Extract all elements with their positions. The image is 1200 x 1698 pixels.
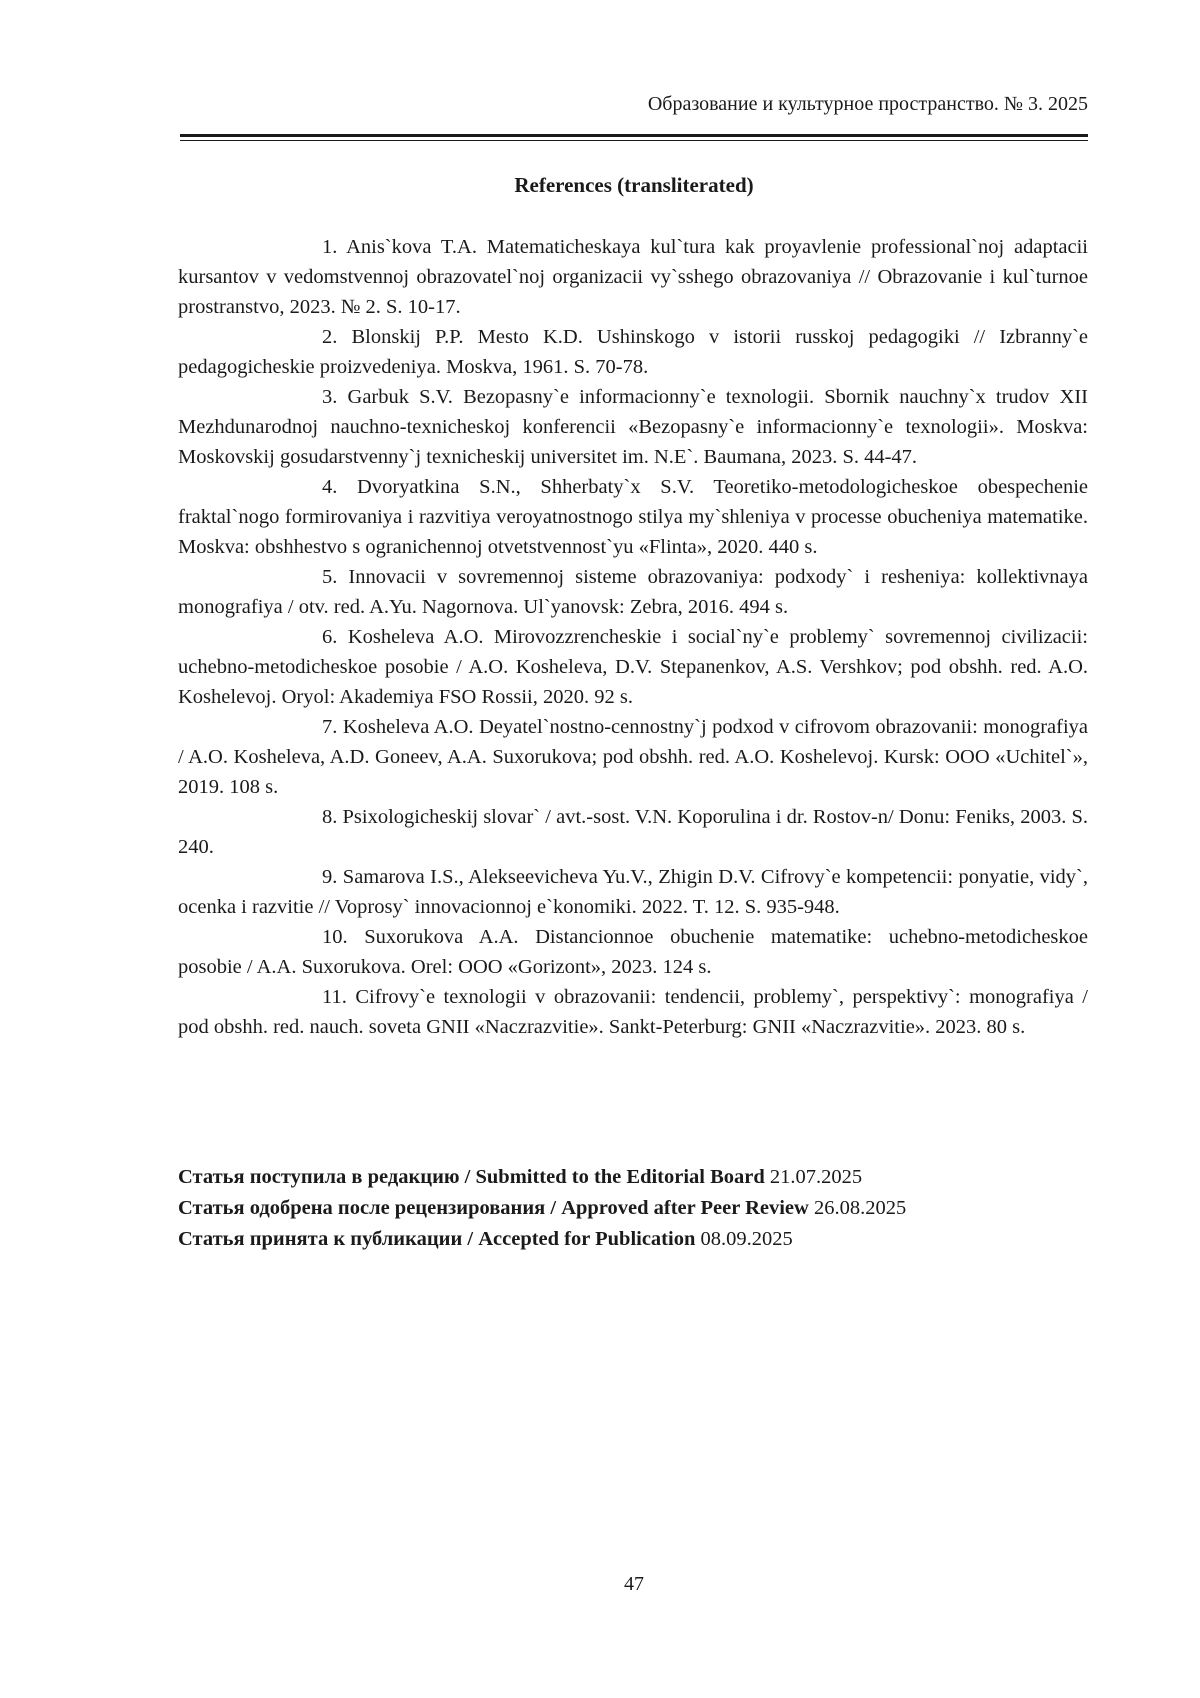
reference-number: 11. (322, 986, 347, 1008)
reference-item (178, 802, 1088, 862)
reference-item (178, 232, 1088, 322)
reference-text: Innovacii v sovremennoj sisteme obrazovaniya: podxody` i resheniya: kollektivnaya monografiya / otv. red. A.Yu. Nagornova. Ul`yanovsk: Zebra, 2016. 494 s. (178, 566, 1088, 618)
reference-text: Suxorukova A.A. Distancionnoe obuchenie matematike: uchebno-metodicheskoe posobie / A.A. Suxorukova. Orel: OOO «Gorizont», 2023. 124 s. (178, 926, 1089, 978)
reference-text: Kosheleva A.O. Mirovozzrencheskie i social`ny`e problemy` sovremennoj civilizacii: uchebno-metodicheskoe posobie / A.O. Kosheleva, D.V. Stepanenkov, A.S. Vershkov; pod obshh. red. A.O. Koshelevoj. Oryol: Akademiya FSO Rossii, 2020. 92 s. (178, 626, 1088, 708)
reference-number: 8. (322, 806, 338, 828)
reference-item (178, 862, 1088, 922)
submitted-date: 21.07.2025 (769, 1166, 863, 1188)
accepted-date: 08.09.2025 (700, 1228, 793, 1250)
approved-line (178, 1193, 1088, 1224)
journal-header: Образование и культурное пространство. № 3. 2025 (647, 93, 1088, 115)
reference-text: Cifrovy`e texnologii v obrazovanii: tendencii, problemy`, perspektivy`: monografiya / pod obshh. red. nauch. soveta GNII «Naczrazvitie». Sankt-Peterburg: GNII «Naczrazvitie». 2023. 80 s. (178, 986, 1088, 1038)
reference-item (178, 922, 1088, 982)
reference-number: 10. (322, 926, 348, 948)
accepted-line (178, 1224, 1088, 1255)
page-number: 47 (624, 1573, 644, 1595)
reference-text: Garbuk S.V. Bezopasny`e informacionny`e texnologii. Sbornik nauchny`x trudov XII Mezhdunarodnoj nauchno-texnicheskoj konferencii «Bezopasny`e informacionny`e texnologii». Moskva: Moskovskij gosudarstvenny`j texnicheskij universitet im. N.E`. Baumana, 2023. S. 44-47. (178, 386, 1089, 468)
reference-item (178, 622, 1088, 712)
reference-number: 1. (322, 236, 338, 258)
accepted-label: Статья принята к публикации / Accepted for Publication (178, 1228, 696, 1250)
reference-item (178, 712, 1088, 802)
reference-number: 2. (322, 326, 338, 348)
reference-item (178, 472, 1088, 562)
reference-number: 3. (322, 386, 338, 408)
reference-text: Anis`kova T.A. Matematicheskaya kul`tura kak proyavlenie professional`noj adaptacii kursantov v vedomstvennoj obrazovatel`noj organizacii vy`sshego obrazovaniya // Obrazovanie i kul`turnoe prostranstvo, 2023. № 2. S. 10-17. (178, 236, 1088, 318)
reference-text: Psixologicheskij slovar` / avt.-sost. V.N. Koporulina i dr. Rostov-n/ Donu: Feniks, 2003. S. 240. (178, 806, 1089, 858)
reference-number: 9. (322, 866, 338, 888)
reference-text: Samarova I.S., Alekseevicheva Yu.V., Zhigin D.V. Cifrovy`e kompetencii: ponyatie, vidy`, ocenka i razvitie // Voprosy` innovacionnoj e`konomiki. 2022. T. 12. S. 935-948. (178, 866, 1089, 918)
reference-text: Dvoryatkina S.N., Shherbaty`x S.V. Teoretiko-metodologicheskoe obespechenie fraktal`nogo formirovaniya i razvitiya veroyatnostnogo stilya my`shleniya v processe obucheniya matematike. Moskva: obshhestvo s ogranichennoj otvetstvennost`yu «Flinta», 2020. 440 s. (178, 476, 1088, 558)
reference-number: 4. (322, 476, 338, 498)
reference-text: Kosheleva A.O. Deyatel`nostno-cennostny`j podxod v cifrovom obrazovanii: monografiya / A.O. Kosheleva, A.D. Goneev, A.A. Suxorukova; pod obshh. red. A.O. Koshelevoj. Kursk: OOO «Uchitel`», 2019. 108 s. (178, 716, 1089, 798)
submitted-line (178, 1162, 1088, 1193)
references-title: References (transliterated) (514, 173, 754, 197)
approved-label: Статья одобрена после рецензирования / Approved after Peer Review (178, 1197, 809, 1219)
header-rule-thick (180, 134, 1088, 137)
reference-item (178, 562, 1088, 622)
reference-item (178, 382, 1088, 472)
submitted-label: Статья поступила в редакцию / Submitted to the Editorial Board (178, 1166, 765, 1188)
reference-list (178, 232, 1088, 1042)
reference-item (178, 982, 1088, 1042)
article-dates (178, 1162, 1088, 1255)
reference-text: Blonskij P.P. Mesto K.D. Ushinskogo v istorii russkoj pedagogiki // Izbranny`e pedagogicheskie proizvedeniya. Moskva, 1961. S. 70-78. (178, 326, 1088, 378)
reference-number: 5. (322, 566, 338, 588)
reference-number: 7. (322, 716, 338, 738)
header-rule-thin (180, 140, 1088, 141)
reference-item (178, 322, 1088, 382)
reference-number: 6. (322, 626, 338, 648)
approved-date: 26.08.2025 (813, 1197, 907, 1219)
